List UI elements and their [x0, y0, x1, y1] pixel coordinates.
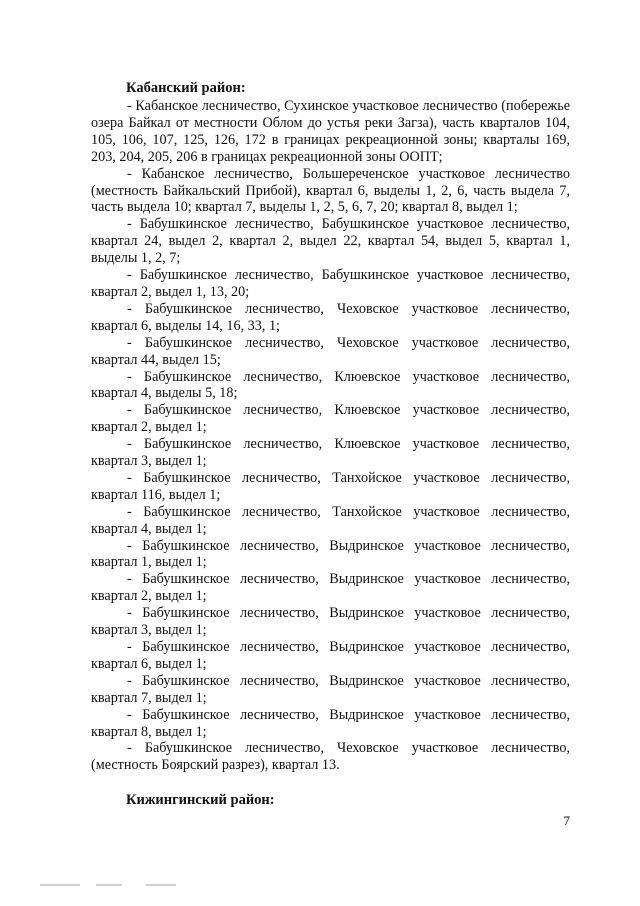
text-line: - Бабушкинское лесничество, Выдринское участковое лесничество, [127, 706, 570, 723]
text-line: часть выдела 10; квартал 7, выделы 1, 2, 5, 6, 7, 20; квартал 8, выдел 1; [91, 199, 518, 216]
list-item [91, 673, 570, 707]
list-item [91, 571, 570, 605]
text-line: - Бабушкинское лесничество, Танхойское участковое лесничество, [127, 503, 570, 520]
list-item [91, 301, 570, 335]
text-line: - Бабушкинское лесничество, Бабушкинское участковое лесничество, [127, 216, 570, 233]
text-line: выделы 1, 2, 7; [91, 250, 181, 267]
text-line: квартал 7, выдел 1; [91, 689, 207, 706]
list-item [91, 436, 570, 470]
text-line: квартал 3, выдел 1; [91, 453, 207, 470]
text-line: - Бабушкинское лесничество, Танхойское участковое лесничество, [127, 469, 570, 486]
text-line: - Бабушкинское лесничество, Выдринское участковое лесничество, [127, 605, 570, 622]
scan-artifact [96, 884, 122, 886]
section-heading-kabansky: Кабанский район: [126, 80, 246, 96]
scan-artifact [146, 884, 176, 886]
text-line: квартал 2, выдел 1; [91, 419, 207, 436]
text-line: - Кабанское лесничество, Большереченское участковое лесничество [127, 165, 570, 182]
text-line: квартал 1, выдел 1; [91, 554, 207, 571]
list-item [91, 166, 570, 217]
text-line: - Бабушкинское лесничество, Чеховское участковое лесничество, [127, 334, 570, 351]
text-line: квартал 3, выдел 1; [91, 622, 207, 639]
section-body-kabansky [91, 98, 570, 774]
text-line: озера Байкал от местности Облом до устья реки Загза), часть кварталов 104, [91, 114, 570, 131]
list-item [91, 267, 570, 301]
text-line: квартал 2, выдел 1, 13, 20; [91, 283, 250, 300]
text-line: квартал 24, выдел 2, квартал 2, выдел 22, квартал 54, выдел 5, квартал 1, [91, 233, 570, 250]
list-item [91, 402, 570, 436]
text-line: квартал 6, выдел 1; [91, 655, 207, 672]
list-item [91, 707, 570, 741]
text-line: квартал 116, выдел 1; [91, 486, 221, 503]
text-line: квартал 6, выделы 14, 16, 33, 1; [91, 317, 281, 334]
list-item [91, 335, 570, 369]
text-line: - Бабушкинское лесничество, Выдринское участковое лесничество, [127, 571, 570, 588]
text-line: - Бабушкинское лесничество, Выдринское участковое лесничество, [127, 639, 570, 655]
list-item [91, 216, 570, 267]
list-item [91, 98, 570, 166]
text-line: - Кабанское лесничество, Сухинское участковое лесничество (побережье [127, 98, 570, 114]
text-line: квартал 4, выдел 1; [91, 520, 207, 537]
text-line: - Бабушкинское лесничество, Клюевское участковое лесничество, [127, 368, 570, 385]
text-line: квартал 2, выдел 1; [91, 588, 207, 605]
text-line: квартал 44, выдел 15; [91, 351, 221, 368]
text-line: - Бабушкинское лесничество, Чеховское участковое лесничество, [127, 740, 570, 757]
text-line: - Бабушкинское лесничество, Клюевское участковое лесничество, [127, 402, 570, 419]
list-item [91, 504, 570, 538]
list-item [91, 470, 570, 504]
text-line: (местность Боярский разрез), квартал 13. [91, 757, 340, 774]
page-number: 7 [563, 813, 570, 828]
text-line: - Бабушкинское лесничество, Чеховское участковое лесничество, [127, 300, 570, 317]
text-line: - Бабушкинское лесничество, Клюевское участковое лесничество, [127, 436, 570, 453]
text-line: (местность Байкальский Прибой), квартал 6, выделы 1, 2, 6, часть выдела 7, [91, 182, 570, 199]
scan-artifact [40, 884, 80, 886]
list-item [91, 605, 570, 639]
list-item [91, 538, 570, 572]
text-line: - Бабушкинское лесничество, Выдринское участковое лесничество, [127, 672, 570, 689]
text-line: квартал 4, выделы 5, 18; [91, 385, 238, 402]
list-item [91, 639, 570, 673]
text-line: квартал 8, выдел 1; [91, 723, 207, 740]
text-line: 105, 106, 107, 125, 126, 172 в границах рекреационной зоны; кварталы 169, [91, 131, 570, 148]
text-line: 203, 204, 205, 206 в границах рекреационной зоны ООПТ; [91, 148, 443, 165]
section-heading-kizhinginsky: Кижингинский район: [126, 792, 275, 808]
text-line: - Бабушкинское лесничество, Выдринское участковое лесничество, [127, 537, 570, 554]
list-item [91, 369, 570, 403]
text-line: - Бабушкинское лесничество, Бабушкинское участковое лесничество, [127, 267, 570, 284]
list-item [91, 740, 570, 774]
